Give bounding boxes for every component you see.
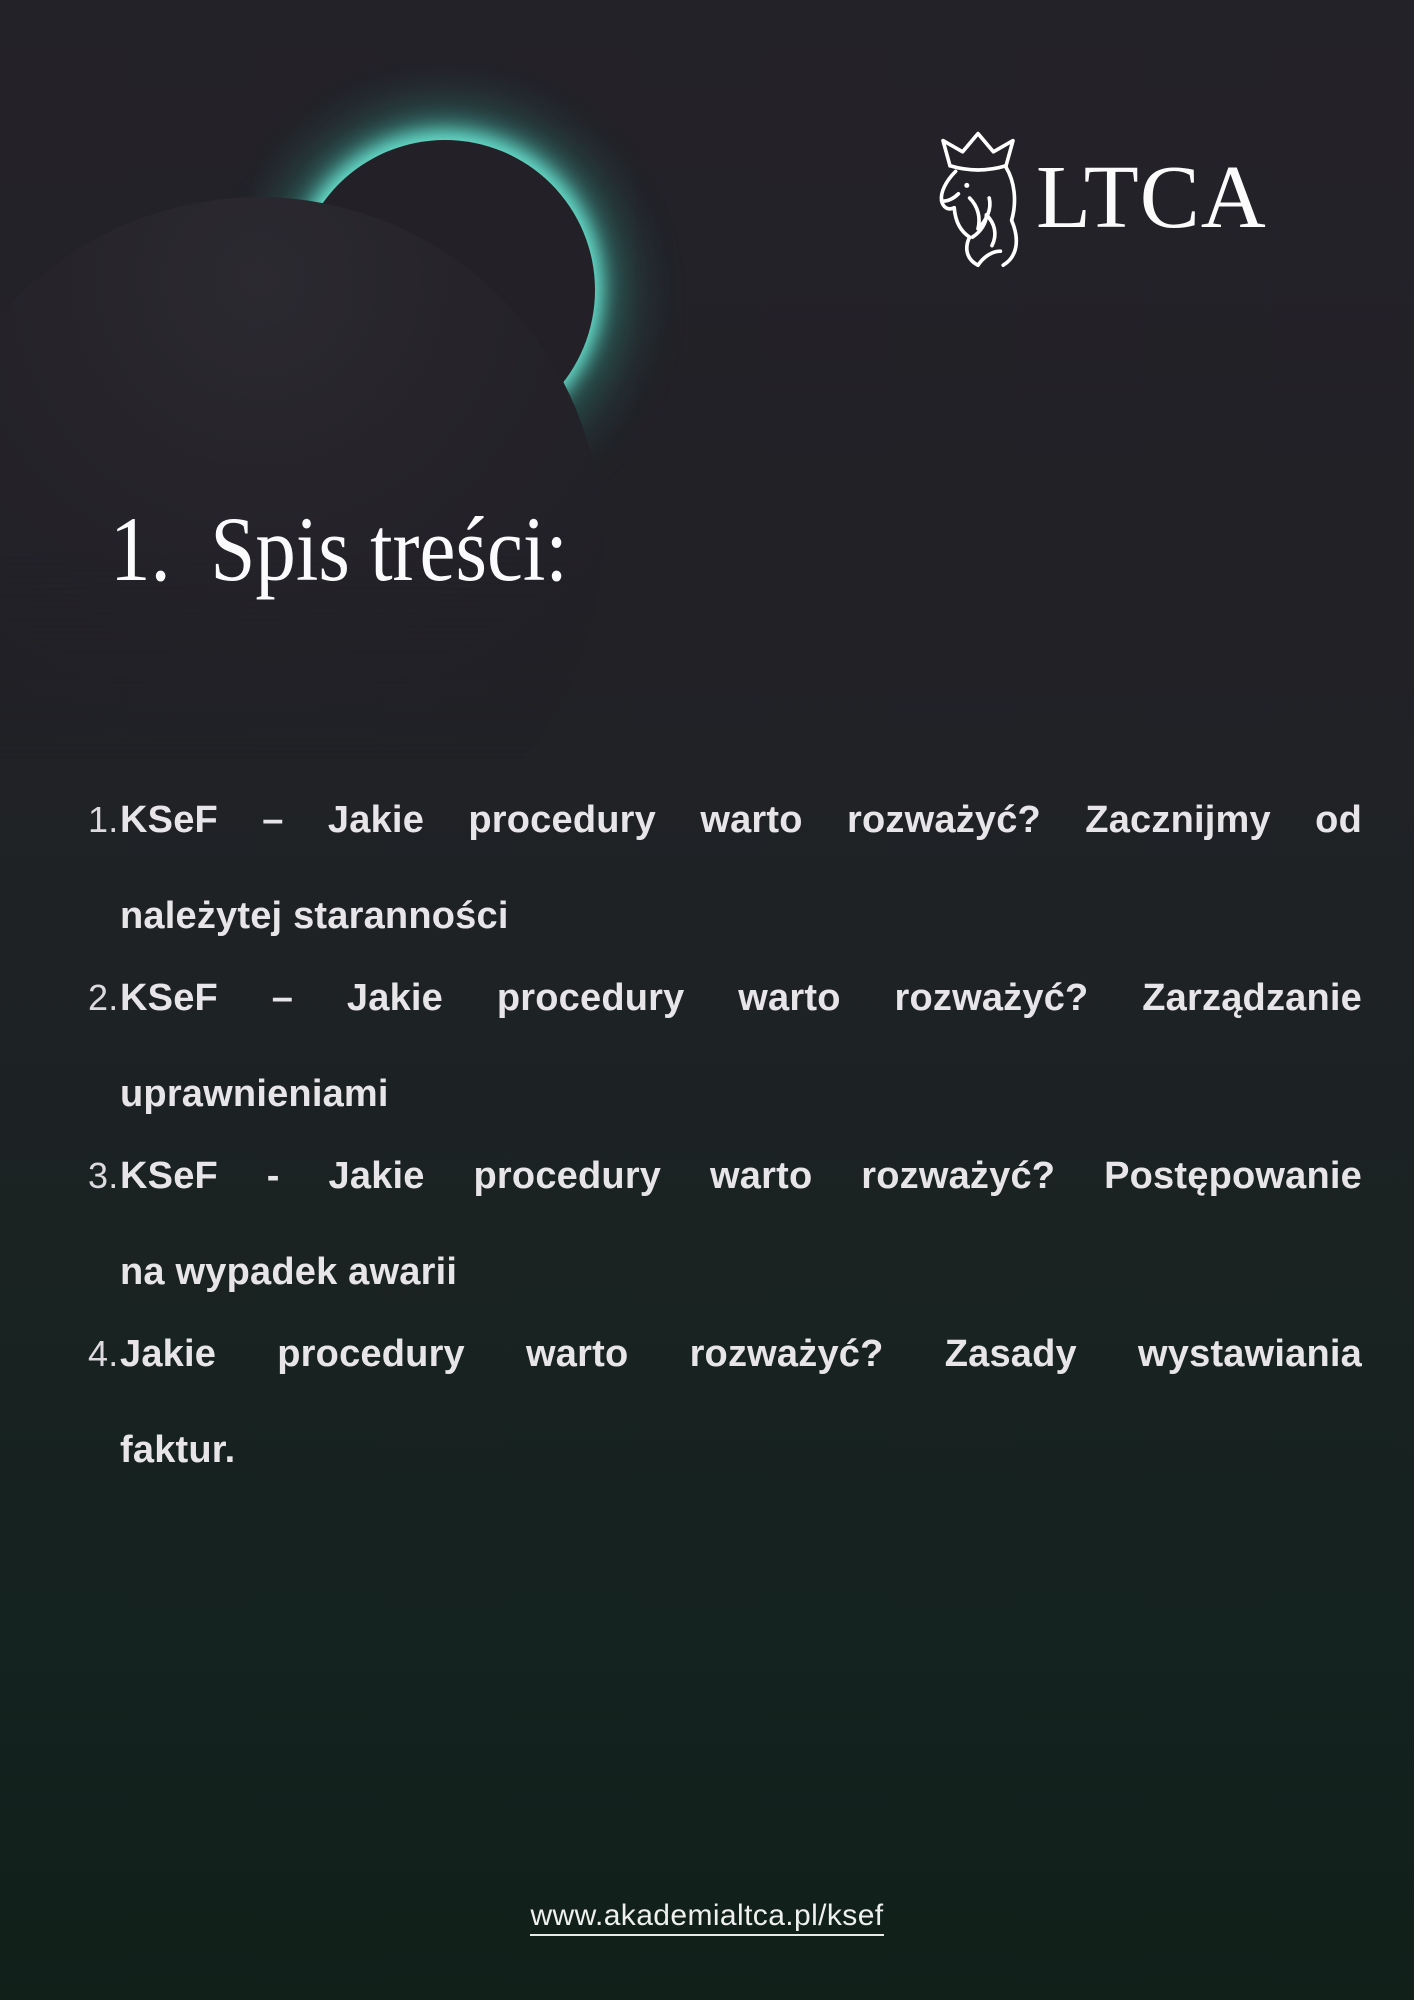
toc-item-line: na wypadek awarii (120, 1251, 458, 1293)
toc-item (88, 1306, 1362, 1498)
toc-item-line: należytej staranności (120, 895, 509, 937)
toc-item-line: uprawnieniami (120, 1073, 389, 1115)
toc-item-number: 4. (88, 1333, 119, 1374)
toc-item-line: faktur. (120, 1429, 236, 1471)
toc-item (88, 772, 1362, 964)
toc-item-line: KSeF – Jakie procedury warto rozważyć? Zarządzanie (120, 977, 1362, 1019)
toc-item-line: Jakie procedury warto rozważyć? Zasady wystawiania (120, 1333, 1362, 1375)
toc-item-number: 1. (88, 799, 119, 840)
title-text: Spis treści: (210, 498, 568, 600)
eagle-crown-icon (936, 127, 1020, 269)
toc-item-text (120, 950, 1362, 1142)
ltca-logo (936, 126, 1267, 270)
toc-item-text (120, 1306, 1362, 1498)
toc-item-number: 2. (88, 977, 119, 1018)
ltca-logo-text: LTCA (1036, 148, 1267, 247)
toc-item (88, 950, 1362, 1142)
toc-item-text (120, 772, 1362, 964)
page-title (110, 498, 568, 600)
toc-list (88, 772, 1362, 1498)
footer (0, 1901, 1414, 1936)
toc-item-line: KSeF – Jakie procedury warto rozważyć? Zacznijmy od (120, 799, 1362, 841)
toc-item-line: KSeF - Jakie procedury warto rozważyć? Postępowanie (120, 1155, 1362, 1197)
footer-link[interactable]: www.akademialtca.pl/ksef (530, 1901, 883, 1936)
title-number: 1. (110, 498, 171, 600)
toc-item-text (120, 1128, 1362, 1320)
toc-item (88, 1128, 1362, 1320)
toc-item-number: 3. (88, 1155, 119, 1196)
